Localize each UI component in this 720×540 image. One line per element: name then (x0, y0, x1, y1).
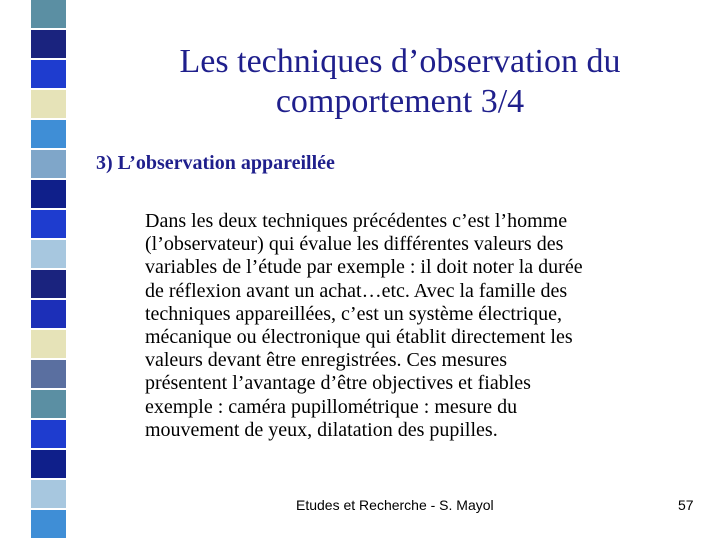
body-line: exemple : caméra pupillométrique : mesure du (145, 395, 518, 418)
body-line: de réflexion avant un achat…etc. Avec la famille des (145, 279, 568, 302)
decorative-color-stripe (31, 0, 66, 540)
stripe-block (31, 60, 66, 88)
body-line: (l’observateur) qui évalue les différentes valeurs des (145, 233, 564, 256)
stripe-block (31, 90, 66, 118)
stripe-block (31, 390, 66, 418)
stripe-block (31, 240, 66, 268)
body-line: mouvement de yeux, dilatation des pupilles. (145, 418, 498, 441)
slide-title (120, 42, 680, 123)
page-number: 57 (678, 497, 694, 513)
stripe-block (31, 300, 66, 328)
stripe-block (31, 0, 66, 28)
body-line: Dans les deux techniques précédentes c’est l’homme (145, 210, 568, 232)
stripe-block (31, 330, 66, 358)
slide-title-line-1: Les techniques d’observation du (179, 43, 621, 80)
body-line: valeurs devant être enregistrées. Ces mesures (145, 349, 508, 372)
stripe-block (31, 120, 66, 148)
body-line: présentent l’avantage d’être objectives et fiables (145, 372, 531, 395)
stripe-block (31, 150, 66, 178)
stripe-block (31, 210, 66, 238)
stripe-block (31, 270, 66, 298)
stripe-block (31, 510, 66, 538)
body-paragraph (145, 210, 685, 442)
stripe-block (31, 480, 66, 508)
body-line: techniques appareillées, c’est un système électrique, (145, 302, 563, 325)
body-line: variables de l’étude par exemple : il doit noter la durée (145, 256, 583, 279)
stripe-block (31, 420, 66, 448)
body-line: mécanique ou électronique qui établit directement les (145, 326, 573, 349)
stripe-block (31, 360, 66, 388)
slide-title-line-2: comportement 3/4 (275, 83, 525, 121)
stripe-block (31, 450, 66, 478)
stripe-block (31, 180, 66, 208)
slide-footer: Etudes et Recherche - S. Mayol (296, 497, 494, 513)
stripe-block (31, 30, 66, 58)
section-heading: 3) L’observation appareillée (96, 152, 335, 174)
